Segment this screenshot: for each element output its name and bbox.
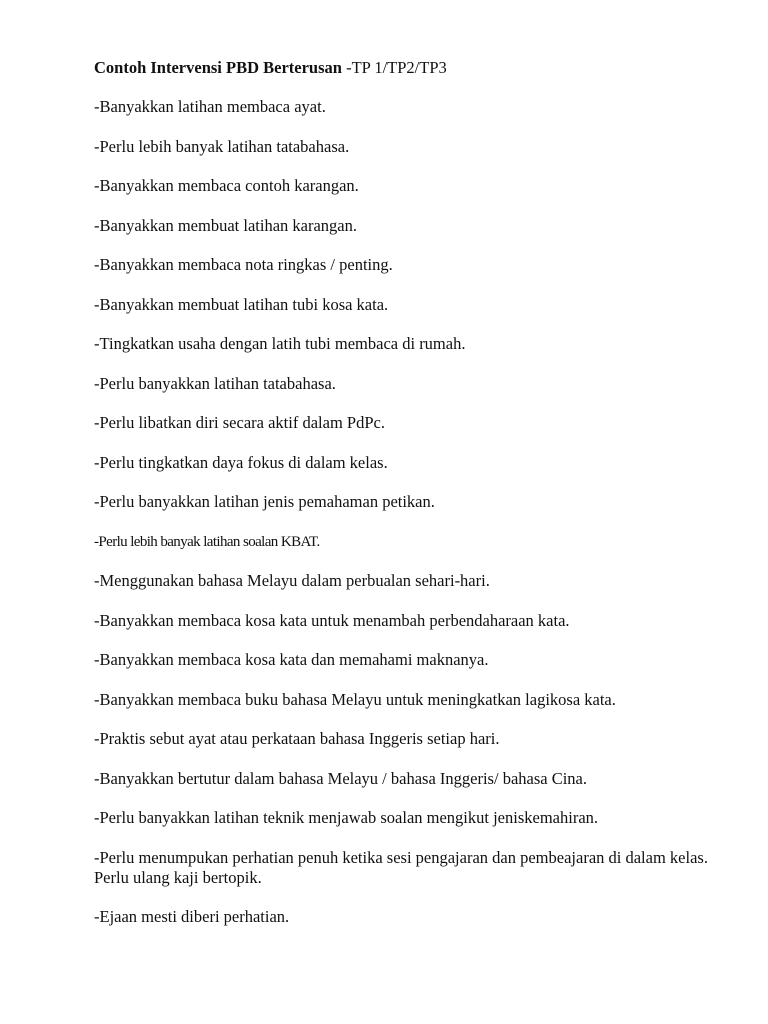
document-title-bold: Contoh Intervensi PBD Berterusan [94,58,342,77]
list-item: -Tingkatkan usaha dengan latih tubi membaca di rumah. [94,334,466,353]
document-page [94,58,734,947]
list-item: -Perlu lebih banyak latihan soalan KBAT. [94,533,320,550]
list-item: -Perlu tingkatkan daya fokus di dalam kelas. [94,452,388,472]
list-item: -Banyakkan bertutur dalam bahasa Melayu / bahasa Inggeris/ bahasa Cina. [94,768,587,788]
list-item: -Banyakkan membuat latihan karangan. [94,215,357,235]
list-item: -Menggunakan bahasa Melayu dalam perbualan sehari-hari. [94,571,490,590]
list-item: -Praktis sebut ayat atau perkataan bahasa Inggeris setiap hari. [94,729,500,748]
list-item: -Banyakkan membaca kosa kata untuk menambah perbendaharaan kata. [94,610,570,630]
list-item: -Perlu banyakkan latihan teknik menjawab soalan mengikut jeniskemahiran. [94,808,599,827]
list-item: -Banyakkan membaca nota ringkas / penting. [94,255,393,274]
list-item: -Perlu banyakkan latihan tatabahasa. [94,373,336,393]
list-item: -Banyakkan latihan membaca ayat. [94,97,326,116]
document-title [94,58,734,78]
list-item: -Banyakkan membaca buku bahasa Melayu untuk meningkatkan lagikosa kata. [94,689,616,709]
list-item: -Banyakkan membaca kosa kata dan memahami maknanya. [94,650,489,669]
list-item: -Ejaan mesti diberi perhatian. [94,907,290,926]
list-item: -Banyakkan membaca contoh karangan. [94,176,359,195]
list-item: Perlu ulang kaji bertopik. [94,867,262,887]
list-item: -Perlu banyakkan latihan jenis pemahaman petikan. [94,492,435,511]
document-title-rest: -TP 1/TP2/TP3 [341,58,447,77]
list-item: -Perlu lebih banyak latihan tatabahasa. [94,136,350,156]
list-item: -Perlu libatkan diri secara aktif dalam PdPc. [94,413,385,432]
list-item: -Perlu menumpukan perhatian penuh ketika sesi pengajaran dan pembeajaran di dalam kelas. [94,847,708,867]
list-item: -Banyakkan membuat latihan tubi kosa kata. [94,294,389,314]
